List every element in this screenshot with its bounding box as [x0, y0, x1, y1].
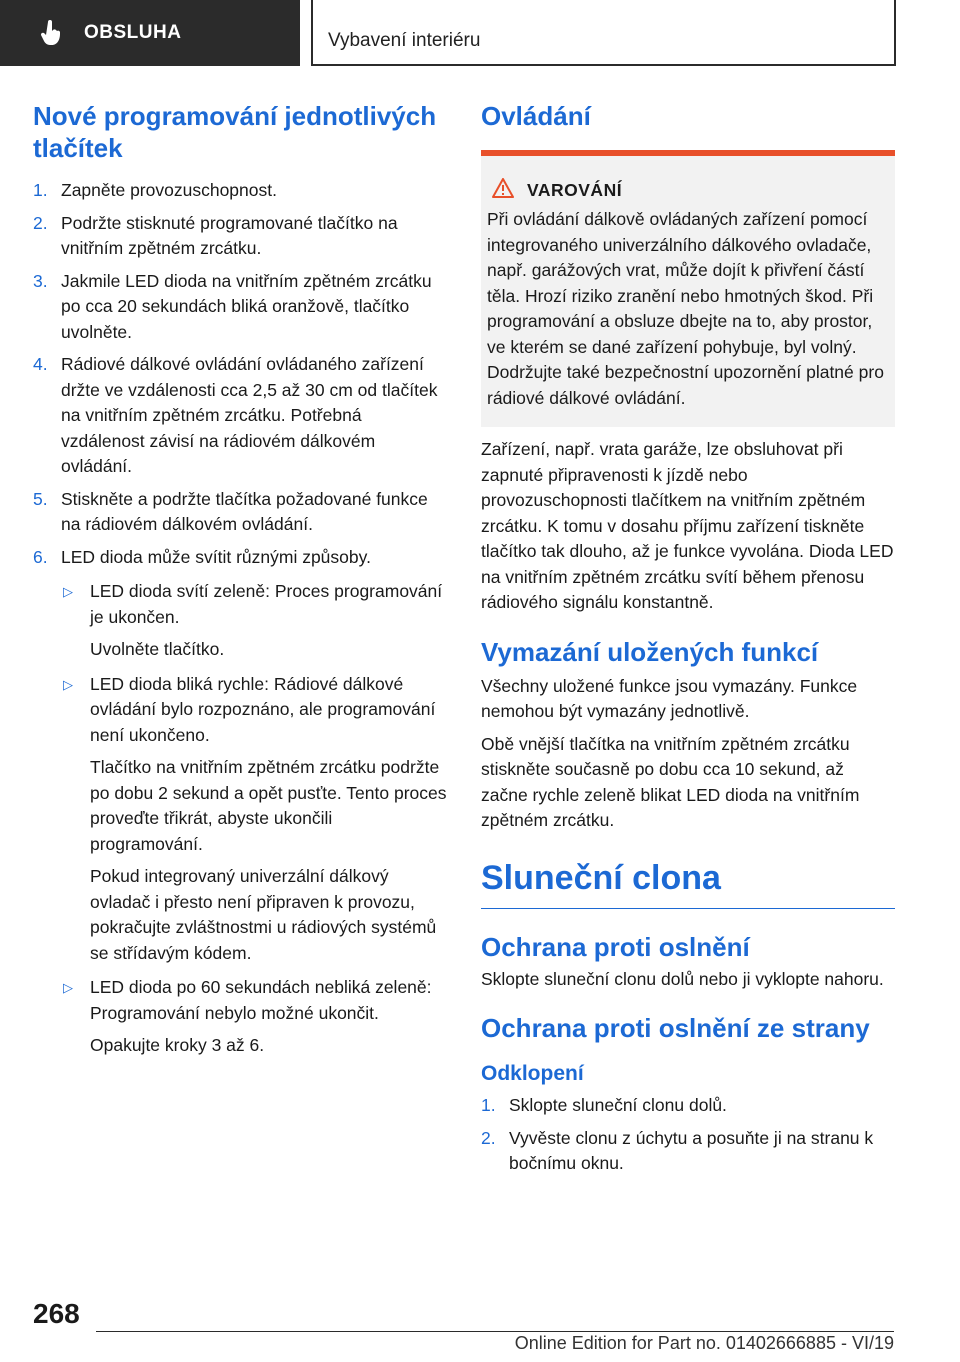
section-label: OBSLUHA	[84, 22, 182, 43]
heading-control: Ovládání	[481, 101, 591, 131]
step-text: Sklopte sluneční clonu dolů.	[509, 1095, 727, 1115]
hand-pointer-icon	[30, 20, 74, 46]
warning-triangle-icon	[492, 178, 527, 203]
step-number: 6.	[33, 546, 48, 567]
step-item	[33, 545, 448, 571]
led-state-text: LED dioda po 60 sekundách nebliká zeleně: Programování nebylo možné ukončit.	[90, 977, 432, 1023]
step-number: 2.	[481, 1127, 496, 1148]
step-number: 2.	[33, 212, 48, 233]
edition-text: Online Edition for Part no. 01402666885 - VI/19	[514, 1333, 894, 1353]
right-column	[481, 100, 895, 1177]
step-text: LED dioda může svítit různými způsoby.	[61, 546, 371, 567]
step-item	[33, 352, 448, 480]
led-state-item	[61, 579, 448, 663]
step-number: 1.	[481, 1095, 496, 1115]
step-number: 5.	[33, 488, 48, 509]
step-item	[33, 211, 448, 262]
step-item	[33, 487, 448, 538]
led-states-list	[61, 579, 448, 1059]
page-number: 268	[33, 1298, 80, 1329]
heading-glare: Ochrana proti oslnění	[481, 931, 750, 962]
glare-text: Sklopte sluneční clonu dolů nebo ji vyklopte nahoru.	[481, 968, 884, 989]
led-state-instruction: Opakujte kroky 3 až 6.	[90, 1035, 265, 1055]
step-text: Rádiové dálkové ovládání ovládaného zařízení držte ve vzdálenosti cca 2,5 až 30 cm od tlačítek na vnitřním zpětném zrcátku. Potřebná vzdálenost závisí na rádiovém dálkovém ovládání.	[61, 354, 438, 476]
bullet-triangle-icon: ▷	[63, 980, 73, 995]
led-state-item	[61, 672, 448, 967]
led-state-instruction: Tlačítko na vnitřním zpětném zrcátku podržte po dobu 2 sekund a opět pusťte. Tento proces proveďte třikrát, abyste ukončili programování.	[90, 757, 447, 854]
step-text: Stiskněte a podržte tlačítka požadované funkce na rádiovém dálkovém ovládání.	[61, 488, 428, 534]
led-state-text: LED dioda svítí zeleně: Proces programování je ukončen.	[90, 581, 443, 627]
led-state-instruction: Pokud integrovaný univerzální dálkový ovladač i přesto není připraven k provozu, pokračujte zvláštnostmi u rádiových systémů se střídavým kódem.	[90, 866, 437, 963]
step-text: Jakmile LED dioda na vnitřním zpětném zrcátku po cca 20 sekundách bliká oranžově, tlačítko uvolněte.	[61, 270, 432, 342]
step-number: 1.	[33, 180, 48, 200]
warning-box	[481, 150, 895, 427]
chapter-title: Vybavení interiéru	[328, 30, 481, 51]
delete-paragraph-2: Obě vnější tlačítka na vnitřním zpětném zrcátku stiskněte současně po dobu cca 10 sekund, až začne rychle zeleně blikat LED dioda na vnitřním zpětném zrcátku.	[481, 733, 860, 830]
steps-list	[33, 178, 448, 570]
page-header	[0, 0, 960, 66]
led-state-text: LED dioda bliká rychle: Rádiové dálkové ovládání bylo rozpoznáno, ale programování není ukončeno.	[90, 673, 436, 745]
step-item	[33, 178, 448, 204]
step-number: 4.	[33, 354, 48, 374]
section-tab	[0, 0, 300, 66]
bullet-triangle-icon: ▷	[63, 676, 73, 692]
control-text: Zařízení, např. vrata garáže, lze obsluhovat při zapnuté připravenosti k jízdě nebo provozuschopnosti tlačítkem na vnitřním zpětném zrcátku. K tomu v dosahu příjmu zařízení tiskněte tlačítko tak dlouho, až je funkce vyvolána. Dioda LED na vnitřním zpětném zrcátku svítí během přenosu rádiového signálu konstantně.	[481, 439, 894, 612]
led-state-item	[61, 975, 448, 1059]
heading-side-glare: Ochrana proti oslnění ze strany	[481, 1013, 870, 1043]
heading-sun-visor: Sluneční clona	[481, 858, 721, 897]
step-item	[481, 1093, 895, 1119]
step-item	[481, 1126, 895, 1177]
warning-title-row	[492, 178, 887, 203]
heading-delete: Vymazání uložených funkcí	[481, 636, 819, 667]
warning-text: Při ovládání dálkově ovládaných zařízení pomocí integrovaného univerzálního dálkového ovladače, např. garážových vrat, může dojít k přivření částí těla. Hrozí riziko zranění nebo hmotných škod. Při programování a obsluze dbejte na to, aby prostor, ve kterém se dané zařízení pohybuje, byl volný. Dodržujte také bezpečnostní upozornění platné pro rádiové dálkové ovládání.	[487, 209, 884, 408]
chapter-box	[311, 0, 896, 66]
heading-fold-out: Odklopení	[481, 1062, 584, 1085]
bullet-triangle-icon: ▷	[63, 584, 73, 599]
delete-paragraph-1: Všechny uložené funkce jsou vymazány. Funkce nemohou být vymazány jednotlivě.	[481, 675, 858, 721]
heading-reprogramming: Nové programování jednotlivých tlačítek	[33, 101, 437, 163]
left-column	[33, 100, 448, 1059]
fold-steps-list	[481, 1093, 895, 1177]
step-item	[33, 269, 448, 346]
step-text: Zapněte provozuschopnost.	[61, 180, 277, 200]
footer-rule	[96, 1331, 894, 1332]
step-number: 3.	[33, 270, 48, 291]
step-text: Podržte stisknuté programované tlačítko na vnitřním zpětném zrcátku.	[61, 212, 398, 258]
heading-rule	[481, 908, 895, 909]
warning-title: VAROVÁNÍ	[527, 180, 623, 200]
led-state-instruction: Uvolněte tlačítko.	[90, 639, 225, 659]
step-text: Vyvěste clonu z úchytu a posuňte ji na stranu k bočnímu oknu.	[509, 1127, 874, 1173]
